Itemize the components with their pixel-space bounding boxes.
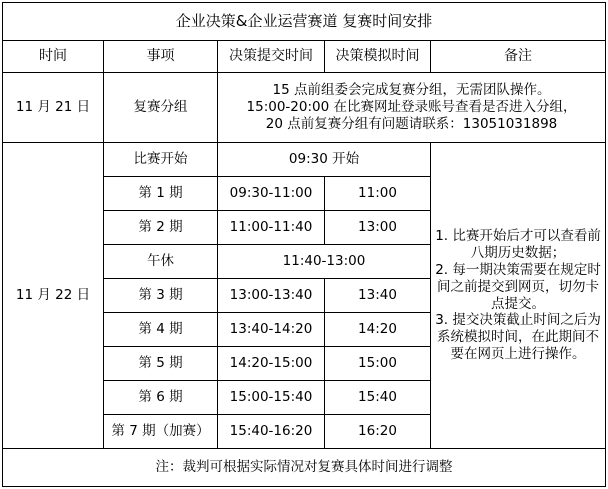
header-row xyxy=(3,41,606,73)
row-submit-time: 11:00-11:40 xyxy=(218,211,325,245)
row-item: 第 1 期 xyxy=(104,177,218,211)
row-submit-time: 15:00-15:40 xyxy=(218,381,325,415)
row-item: 第 2 期 xyxy=(104,211,218,245)
row-submit-time: 14:20-15:00 xyxy=(218,347,325,381)
day1-description-line: 15:00-20:00 在比赛网址登录账号查看是否进入分组， xyxy=(246,99,577,116)
day2-date: 11 月 22 日 xyxy=(3,143,104,449)
row-simulate-time: 14:20 xyxy=(325,313,431,347)
schedule-table xyxy=(2,2,606,487)
remark-note: 2. 每一期决策需要在规定时间之前提交到网页，切勿卡点提交。 xyxy=(435,261,601,312)
remark-note: 1. 比赛开始后才可以查看前八期历史数据； xyxy=(435,228,601,261)
footer-row xyxy=(3,449,606,487)
row-time: 11:40-13:00 xyxy=(218,245,431,279)
row-item: 比赛开始 xyxy=(104,143,218,177)
day1-description-line: 15 点前组委会完成复赛分组，无需团队操作。 xyxy=(272,82,551,99)
row-simulate-time: 11:00 xyxy=(325,177,431,211)
remark-notes xyxy=(431,143,606,449)
row-item: 午休 xyxy=(104,245,218,279)
row-simulate-time: 15:40 xyxy=(325,381,431,415)
remark-note: 3. 提交决策截止时间之后为系统模拟时间，在此期间不要在网页上进行操作。 xyxy=(435,312,601,363)
header-submit-time: 决策提交时间 xyxy=(218,41,325,73)
row-simulate-time: 13:00 xyxy=(325,211,431,245)
header-remark: 备注 xyxy=(431,41,606,73)
row-submit-time: 09:30-11:00 xyxy=(218,177,325,211)
row-simulate-time: 15:00 xyxy=(325,347,431,381)
row-item: 第 4 期 xyxy=(104,313,218,347)
footer-note: 注：裁判可根据实际情况对复赛具体时间进行调整 xyxy=(3,449,606,487)
row-item: 第 3 期 xyxy=(104,279,218,313)
row-submit-time: 13:00-13:40 xyxy=(218,279,325,313)
table-title: 企业决策&企业运营赛道 复赛时间安排 xyxy=(3,3,606,41)
row-item: 第 6 期 xyxy=(104,381,218,415)
row-simulate-time: 16:20 xyxy=(325,415,431,449)
row-submit-time: 13:40-14:20 xyxy=(218,313,325,347)
row-item: 第 7 期（加赛） xyxy=(104,415,218,449)
row-simulate-time: 13:40 xyxy=(325,279,431,313)
day1-date: 11 月 21 日 xyxy=(3,73,104,143)
row-submit-time: 15:40-16:20 xyxy=(218,415,325,449)
day1-row xyxy=(3,73,606,143)
day1-description-line: 20 点前复赛分组有问题请联系：13051031898 xyxy=(265,115,558,132)
row-item: 第 5 期 xyxy=(104,347,218,381)
row-time: 09:30 开始 xyxy=(218,143,431,177)
header-item: 事项 xyxy=(104,41,218,73)
day1-description xyxy=(218,73,606,143)
title-row xyxy=(3,3,606,41)
header-simulate-time: 决策模拟时间 xyxy=(325,41,431,73)
header-time: 时间 xyxy=(3,41,104,73)
day1-item: 复赛分组 xyxy=(104,73,218,143)
table-row xyxy=(3,143,606,177)
